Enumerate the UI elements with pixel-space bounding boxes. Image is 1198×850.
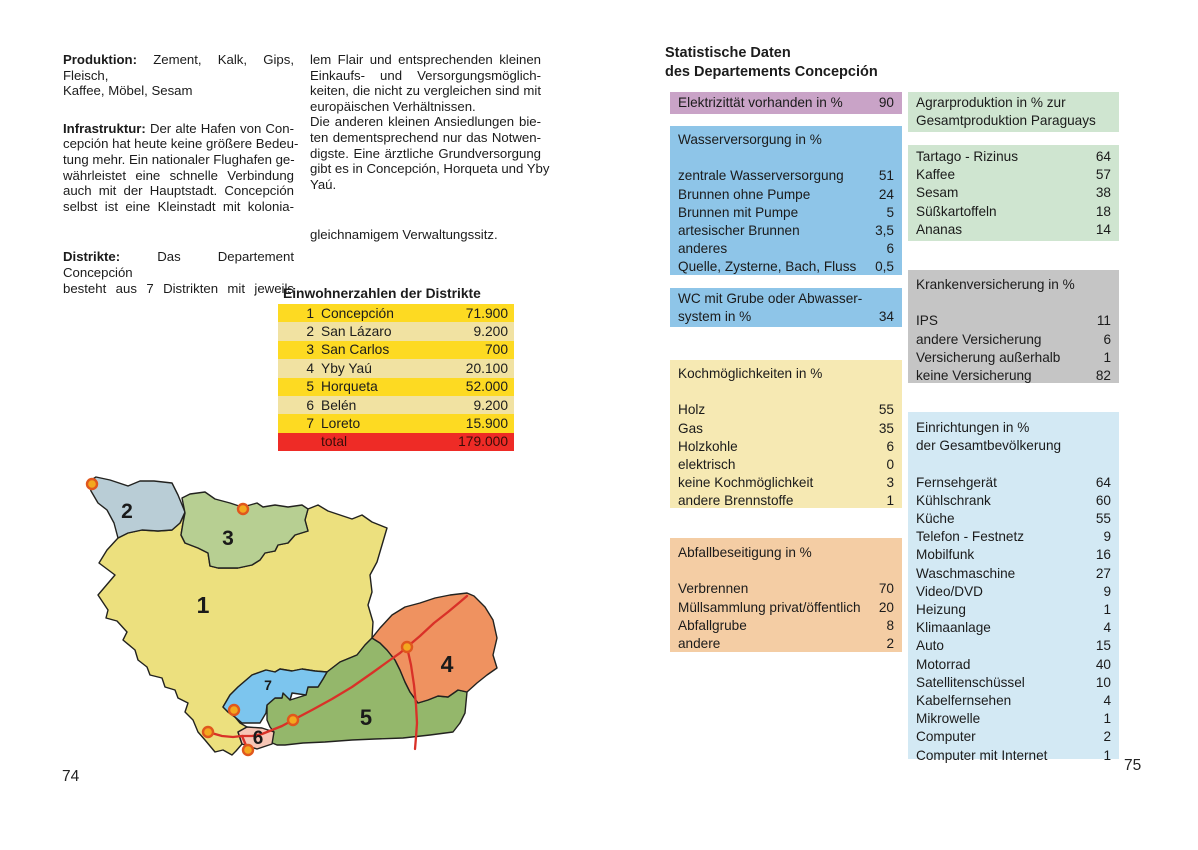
- stat-row: [908, 349, 1119, 367]
- district-name: Belén: [321, 397, 357, 413]
- stat-value: 3,5: [875, 223, 894, 238]
- stat-row: [908, 367, 1119, 385]
- stat-row: [670, 401, 902, 419]
- stat-label: anderes: [678, 241, 728, 257]
- town-marker: [87, 479, 97, 489]
- stat-row: [908, 656, 1119, 674]
- stat-label: Satellitenschüssel: [916, 674, 1025, 690]
- stat-label: Telefon - Festnetz: [916, 529, 1025, 545]
- box-title: Krankenversicherung in %: [916, 277, 1075, 292]
- stat-label: Tartago - Rizinus: [916, 149, 1018, 164]
- town-marker: [238, 504, 248, 514]
- paragraph-line: Yaú.: [310, 176, 337, 192]
- stat-label: artesischer Brunnen: [678, 223, 800, 238]
- paragraph-line: besteht aus 7 Distrikten mit jeweils: [63, 280, 294, 296]
- paragraph-line-text: Der alte Hafen von Con-: [149, 120, 294, 136]
- stat-value: 6: [886, 241, 894, 257]
- stat-row: [670, 258, 902, 276]
- stat-label: Küche: [916, 511, 955, 526]
- stat-row: [670, 204, 902, 222]
- stat-value: 18: [1095, 203, 1111, 219]
- stat-value: 1: [1103, 711, 1111, 727]
- stat-value: 20: [878, 599, 894, 615]
- stat-value: 70: [878, 581, 894, 597]
- stat-label: Gas: [678, 420, 703, 436]
- blank-row: [908, 294, 1119, 312]
- box-title: Wasserversorgung in %: [678, 132, 822, 147]
- district-2-san-lazaro: [88, 477, 185, 538]
- paragraph-line: Einkaufs- und Versorgungsmöglich-: [310, 67, 541, 83]
- district-population: 71.900: [465, 305, 508, 321]
- stat-value: 34: [878, 309, 894, 325]
- stat-label: system in %: [678, 309, 752, 325]
- table-row: [278, 414, 514, 432]
- stat-label: Computer: [916, 729, 976, 745]
- district-name: Concepción: [321, 305, 394, 321]
- district-name: San Carlos: [321, 342, 390, 358]
- stat-value: 60: [1095, 492, 1111, 508]
- district-number: 5: [306, 379, 314, 395]
- town-marker: [203, 727, 213, 737]
- einwohner-table-title: Einwohnerzahlen der Distrikte: [283, 286, 481, 301]
- stat-row: [908, 184, 1119, 202]
- statistics-title: [665, 44, 878, 81]
- stat-label: Computer mit Internet: [916, 747, 1048, 763]
- district-number: 3: [306, 342, 314, 358]
- stat-row: [670, 492, 902, 510]
- blank-row: [670, 562, 902, 580]
- district-number: 7: [306, 416, 314, 432]
- district-population: 9.200: [473, 324, 508, 340]
- stat-value: 90: [878, 95, 894, 110]
- page-number-75: 75: [1124, 757, 1142, 774]
- table-row: [278, 359, 514, 377]
- stat-label: elektrisch: [678, 457, 736, 472]
- stat-value: 4: [1103, 620, 1111, 636]
- wc-box: [670, 288, 902, 327]
- paragraph-line: auch mit der Hauptstadt. Concepción: [63, 183, 294, 199]
- stat-label: andere Versicherung: [916, 331, 1042, 347]
- stat-label: Holzkohle: [678, 438, 738, 454]
- stat-row: [908, 601, 1119, 619]
- stat-label: Kühlschrank: [916, 492, 991, 508]
- stat-value: 27: [1095, 565, 1111, 581]
- stat-label: Motorrad: [916, 656, 971, 672]
- stat-label: Waschmaschine: [916, 565, 1016, 581]
- stat-value: 11: [1096, 313, 1111, 329]
- stat-value: 3: [886, 475, 894, 491]
- town-marker: [229, 705, 239, 715]
- stat-value: 38: [1095, 185, 1111, 201]
- stat-row: [670, 186, 902, 204]
- stat-row: [670, 240, 902, 258]
- krankenversicherung-box: [908, 270, 1119, 383]
- stat-label: Holz: [678, 402, 706, 418]
- stat-row: [908, 546, 1119, 564]
- stat-value: 9: [1103, 529, 1111, 545]
- district-population: 52.000: [465, 379, 508, 395]
- stat-label: Verbrennen: [678, 581, 749, 597]
- stat-row: [908, 728, 1119, 746]
- stat-value: 64: [1095, 149, 1111, 164]
- town-marker: [288, 715, 298, 725]
- stat-value: 15: [1095, 638, 1111, 654]
- map-district-label-3: 3: [222, 527, 234, 550]
- closing-line: gleichnamigem Verwaltungssitz.: [310, 227, 498, 242]
- stat-label: Fernsehgerät: [916, 474, 997, 490]
- stat-value: 24: [878, 186, 894, 202]
- statistics-title-line1: Statistische Daten: [665, 45, 791, 61]
- stat-label: Quelle, Zysterne, Bach, Fluss: [678, 259, 857, 275]
- stat-value: 6: [1103, 331, 1111, 347]
- stat-label: Süßkartoffeln: [916, 203, 997, 219]
- paragraph-line: währleistet eine schnelle Verbindung: [63, 167, 294, 183]
- stat-value: 1: [1103, 747, 1111, 763]
- paragraph-line: ten dementsprechend nur das Notwen-: [310, 129, 541, 145]
- district-map: [70, 465, 520, 775]
- town-marker: [243, 745, 253, 755]
- map-district-label-4: 4: [440, 651, 454, 677]
- stat-row: [670, 456, 902, 474]
- stat-row: [908, 619, 1119, 637]
- stat-row: [908, 148, 1119, 166]
- stat-row: [908, 492, 1119, 510]
- stat-label: Heizung: [916, 602, 966, 618]
- box-title-line2: der Gesamtbevölkerung: [916, 438, 1062, 454]
- stat-label: andere Brennstoffe: [678, 493, 794, 509]
- abfallbeseitigung-box: [670, 538, 902, 652]
- district-map-svg: [70, 465, 520, 775]
- table-row: [278, 378, 514, 396]
- stat-row: [670, 167, 902, 185]
- stat-label: Müllsammlung privat/öffentlich: [678, 599, 861, 615]
- stat-value: 35: [878, 420, 894, 436]
- stat-row: [908, 166, 1119, 184]
- stat-label: Abfallgrube: [678, 617, 747, 633]
- paragraph-line: tung mehr. Ein nationaler Flughafen ge-: [63, 151, 295, 167]
- box-title: Kochmöglichkeiten in %: [678, 366, 823, 381]
- text-column-2: [310, 52, 550, 192]
- stat-row: [670, 438, 902, 456]
- paragraph-line: [63, 121, 294, 137]
- blank-row: [670, 383, 902, 401]
- map-district-label-7: 7: [264, 677, 272, 693]
- map-district-label-5: 5: [359, 705, 373, 730]
- district-population: 9.200: [473, 397, 508, 413]
- elektrizitaet-box: [670, 92, 902, 114]
- paragraph-line: [63, 52, 294, 83]
- stat-label: IPS: [916, 313, 938, 329]
- stat-row: [670, 92, 902, 114]
- stat-value: 64: [1095, 474, 1111, 490]
- stat-label: zentrale Wasserversorgung: [678, 168, 844, 184]
- stat-label: andere: [678, 636, 721, 651]
- stat-label: Ananas: [916, 221, 963, 237]
- map-district-label-1: 1: [196, 592, 210, 618]
- paragraph-line: gibt es in Concepción, Horqueta und Yby: [310, 161, 550, 177]
- stat-label: Auto: [916, 638, 944, 654]
- stat-row: [908, 474, 1119, 492]
- table-row: [278, 341, 514, 359]
- total-label: total: [321, 434, 348, 450]
- district-number: 4: [306, 360, 314, 376]
- stat-row: [908, 583, 1119, 601]
- blank-row: [670, 149, 902, 167]
- stat-value: 16: [1095, 547, 1111, 563]
- district-name: Yby Yaú: [321, 360, 372, 376]
- district-population: 20.100: [465, 360, 508, 376]
- paragraph-line: Kaffee, Möbel, Sesam: [63, 83, 193, 99]
- stat-value: 55: [1095, 511, 1111, 526]
- stat-value: 2: [886, 636, 894, 651]
- stat-label: Versicherung außerhalb: [916, 349, 1061, 365]
- stat-label: keine Kochmöglichkeit: [678, 475, 814, 491]
- page-number-74: 74: [62, 768, 80, 785]
- stat-value: 1: [1103, 349, 1111, 365]
- map-district-label-6: 6: [252, 728, 264, 749]
- stat-label: Elektrizittät vorhanden in %: [678, 95, 843, 110]
- district-number: 2: [306, 324, 314, 340]
- town-marker: [402, 642, 412, 652]
- stat-row: [670, 420, 902, 438]
- stat-value: 1: [886, 493, 894, 509]
- stat-row: [670, 635, 902, 653]
- paragraph-line: lem Flair und entsprechenden kleinen: [310, 52, 541, 67]
- paragraph-line-text: Das Departement Concepción: [63, 249, 294, 280]
- table-total-row: [278, 433, 514, 451]
- distrikte-label: Distrikte:: [63, 249, 121, 265]
- text-column-1: [63, 52, 299, 296]
- stat-value: 2: [1103, 729, 1111, 745]
- stat-row: [908, 312, 1119, 330]
- paragraph-line: selbst ist eine Kleinstadt mit kolonia-: [63, 198, 294, 214]
- stat-value: 0: [886, 457, 894, 472]
- stat-row: [908, 692, 1119, 710]
- stat-value: 5: [886, 204, 894, 220]
- stat-value: 9: [1103, 583, 1111, 599]
- stat-row: [908, 331, 1119, 349]
- table-row: [278, 396, 514, 414]
- stat-label: Kabelfernsehen: [916, 693, 1012, 709]
- stat-row: [670, 599, 902, 617]
- paragraph-line: keiten, die nicht zu vergleichen sind mit: [310, 83, 541, 99]
- stat-row: [670, 222, 902, 240]
- paragraph-line-text: Zement, Kalk, Gips, Fleisch,: [63, 52, 295, 83]
- paragraph-line: cepción hat heute keine größere Bedeu-: [63, 136, 299, 152]
- district-name: Loreto: [321, 416, 361, 432]
- table-row: [278, 304, 514, 322]
- box-title: WC mit Grube oder Abwasser-: [678, 291, 863, 306]
- district-population: 15.900: [465, 416, 508, 432]
- paragraph-line: europäischen Verhältnissen.: [310, 98, 476, 114]
- stat-row: [670, 474, 902, 492]
- stat-row: [908, 710, 1119, 728]
- stat-row: [670, 580, 902, 598]
- stat-value: 57: [1095, 167, 1111, 183]
- stat-row: [908, 510, 1119, 528]
- stat-row: [908, 221, 1119, 239]
- paragraph-line: Die anderen kleinen Ansiedlungen bie-: [310, 114, 541, 130]
- stat-label: Kaffee: [916, 167, 956, 183]
- paragraph-line: digste. Eine ärztliche Grundversorgung: [310, 145, 541, 161]
- agrarproduktion-data-box: [908, 145, 1119, 241]
- stat-value: 8: [886, 617, 894, 633]
- stat-row: [908, 565, 1119, 583]
- stat-value: 6: [886, 438, 894, 454]
- stat-label: Sesam: [916, 185, 959, 201]
- total-value: 179.000: [458, 434, 508, 450]
- stat-value: 1: [1103, 602, 1111, 618]
- district-number: 1: [306, 305, 314, 321]
- box-title-line1: Agrarproduktion in % zur: [916, 95, 1066, 110]
- stat-row: [908, 203, 1119, 221]
- stat-row: [908, 637, 1119, 655]
- district-number: 6: [306, 397, 314, 413]
- stat-value: 10: [1095, 674, 1111, 690]
- stat-value: 14: [1095, 221, 1111, 237]
- stat-label: Brunnen mit Pumpe: [678, 204, 799, 220]
- box-title: Abfallbeseitigung in %: [678, 545, 812, 560]
- stat-label: keine Versicherung: [916, 368, 1032, 383]
- stat-row: [908, 747, 1119, 765]
- statistics-title-line2: des Departements Concepción: [665, 63, 878, 80]
- stat-value: 40: [1095, 656, 1111, 672]
- wasserversorgung-box: [670, 126, 902, 275]
- stat-label: Brunnen ohne Pumpe: [678, 186, 811, 202]
- stat-label: Klimaanlage: [916, 620, 991, 636]
- district-population: 700: [484, 342, 508, 358]
- stat-row: [908, 674, 1119, 692]
- stat-row: [908, 528, 1119, 546]
- stat-label: Mobilfunk: [916, 547, 975, 563]
- table-row: [278, 322, 514, 340]
- paragraph-gap: [63, 214, 294, 249]
- einrichtungen-box: [908, 412, 1119, 763]
- einwohner-table: [278, 304, 514, 451]
- blank-row: [908, 455, 1119, 473]
- paragraph-line: [63, 249, 294, 280]
- agrarproduktion-header-box: [908, 92, 1119, 132]
- stat-row: [670, 617, 902, 635]
- infrastruktur-label: Infrastruktur:: [63, 120, 146, 136]
- stat-value: 0,5: [875, 259, 894, 275]
- kochmoeglichkeiten-box: [670, 360, 902, 508]
- district-name: Horqueta: [321, 379, 378, 395]
- stat-value: 55: [878, 402, 894, 418]
- box-title-line1: Einrichtungen in %: [916, 420, 1030, 435]
- paragraph-gap: [63, 99, 294, 121]
- box-title-line2: Gesamtproduktion Paraguays: [916, 113, 1096, 129]
- map-district-label-2: 2: [121, 500, 133, 523]
- produktion-label: Produktion:: [63, 52, 137, 67]
- stat-value: 51: [878, 168, 894, 184]
- district-name: San Lázaro: [321, 324, 392, 340]
- stat-label: Video/DVD: [916, 583, 983, 599]
- stat-row: [670, 308, 902, 326]
- stat-label: Mikrowelle: [916, 711, 981, 727]
- stat-value: 4: [1103, 693, 1111, 709]
- stat-value: 82: [1095, 368, 1111, 383]
